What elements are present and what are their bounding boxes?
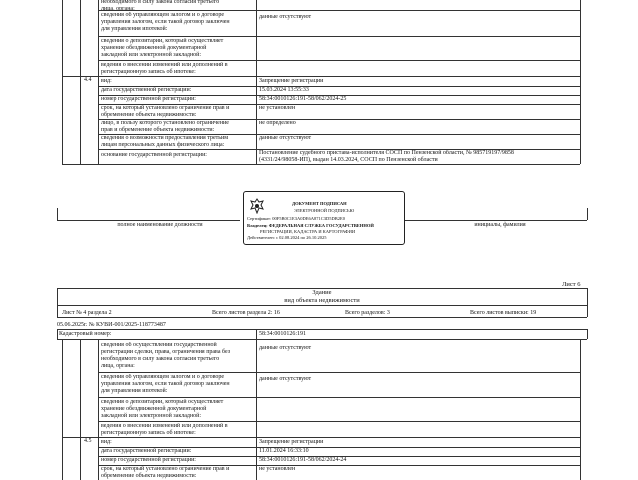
- bottom-row-label: сведения о депозитарии, который осуществляет хранение обездвиженной документарной закладной или электронной закладной:: [101, 399, 224, 419]
- stamp-title: ДОКУМЕНТ ПОДПИСАН: [292, 201, 347, 206]
- sheet-number: Лист № 4 раздела 2: [62, 310, 112, 316]
- entry-label: номер государственной регистрации:: [101, 96, 196, 102]
- total-sheets-section: Всего листов раздела 2: 16: [212, 310, 280, 316]
- entry-value: Запрещение регистрации: [259, 78, 324, 84]
- total-sheets-extract: Всего листов выписки: 19: [470, 310, 537, 316]
- stamp-valid: Действителен: с 02.08.2024 по 26.10.2025: [247, 235, 327, 240]
- entry-value: 11.01.2024 16:33:10: [259, 448, 309, 454]
- top-row-label: сведения о депозитарии, который осуществляет хранение обездвиженной документарной закладной или электронной закладной:: [101, 38, 224, 58]
- name-label: инициалы, фамилия: [474, 222, 526, 228]
- entry-label: дата государственной регистрации:: [101, 87, 192, 93]
- entry-value: не установлен: [259, 466, 296, 472]
- position-label: полное наименование должности: [117, 222, 203, 228]
- top-row-value: данные отсутствуют: [259, 14, 312, 20]
- stamp-owner-2: РЕГИСТРАЦИИ, КАДАСТРА И КАРТОГРАФИИ: [260, 229, 356, 234]
- top-row-label: ведения о внесении изменений или дополнений в регистрационную запись об ипотеке:: [101, 62, 228, 75]
- entry-label: сведения о возможности предоставления третьим лицам персональных данных физического лица:: [101, 135, 229, 148]
- stamp-subtitle: ЭЛЕКТРОННОЙ ПОДПИСЬЮ: [294, 208, 355, 213]
- stamp-cert: Сертификат: 00F5B0C1E3A0DE6A871C3D5DB2E0: [247, 216, 346, 221]
- bottom-row-label: сведения об осуществлении государственной регистрации сделки, права, ограничения права без необходимого в силу закона согласия третьего лица, органа:: [101, 342, 231, 369]
- entry-value: 15.03.2024 13:55:33: [259, 87, 309, 93]
- emblem-icon: [250, 198, 264, 214]
- entry-label: вид:: [101, 78, 112, 84]
- entry-number: 4.5: [84, 438, 92, 444]
- top-row-label: необходимого в силу закона согласия третьего лица, органа:: [101, 0, 220, 10]
- stamp-owner: Владелец: ФЕДЕРАЛЬНАЯ СЛУЖБА ГОСУДАРСТВЕННОЙ: [247, 223, 374, 228]
- entry-value: 58:34:0010126:191-58/062/2024-25: [259, 96, 347, 102]
- entry-value: Постановление судебного пристава-исполнителя СОСП по Пензенской области, № 985719197/9858 (4331/24/98058-ИП), выдан 14.03.2024, СОСП по Пензенской области: [259, 150, 514, 163]
- entry-value: Запрещение регистрации: [259, 439, 324, 445]
- entry-label: номер государственной регистрации:: [101, 457, 196, 463]
- entry-label: основание государственной регистрации:: [101, 152, 207, 158]
- object-kind-label: вид объекта недвижимости: [284, 297, 360, 304]
- bottom-row-value: данные отсутствуют: [259, 376, 312, 382]
- bottom-row-value: данные отсутствуют: [259, 345, 312, 351]
- entry-value: не установлен: [259, 105, 296, 111]
- date-number: 05.06.2025г. № КУВИ-001/2025-118773487: [57, 322, 166, 328]
- entry-value: 58:34:0010126:191-58/062/2024-24: [259, 457, 347, 463]
- entry-value: данные отсутствуют: [259, 135, 312, 141]
- entry-label: срок, на который установлено ограничение прав и обременение объекта недвижимости:: [101, 466, 230, 479]
- entry-label: срок, на который установлено ограничение прав и обременение объекта недвижимости:: [101, 105, 230, 118]
- entry-label: вид:: [101, 439, 112, 445]
- entry-label: дата государственной регистрации:: [101, 448, 192, 454]
- bottom-row-label: ведения о внесении изменений или дополнений в регистрационную запись об ипотеке:: [101, 423, 228, 436]
- entry-value: не определено: [259, 120, 296, 126]
- signature-stamp: [243, 191, 405, 245]
- entry-number: 4.4: [84, 77, 92, 83]
- sheet-label: Лист 6: [562, 281, 581, 288]
- object-type: Здание: [312, 289, 332, 296]
- total-sections: Всего разделов: 3: [345, 310, 390, 316]
- top-row-label: сведения об управляющем залогом и о договоре управления залогом, если такой договор заключен для управления ипотекой:: [101, 12, 230, 32]
- entry-label: лицо, в пользу которого установлено ограничение прав и обременение объекта недвижимости:: [101, 120, 229, 133]
- bottom-row-label: сведения об управляющем залогом и о договоре управления залогом, если такой договор заключен для управления ипотекой:: [101, 374, 230, 394]
- cadastral-label: Кадастровый номер:: [59, 331, 112, 337]
- cadastral-value: 58:34:0010126:191: [259, 331, 307, 337]
